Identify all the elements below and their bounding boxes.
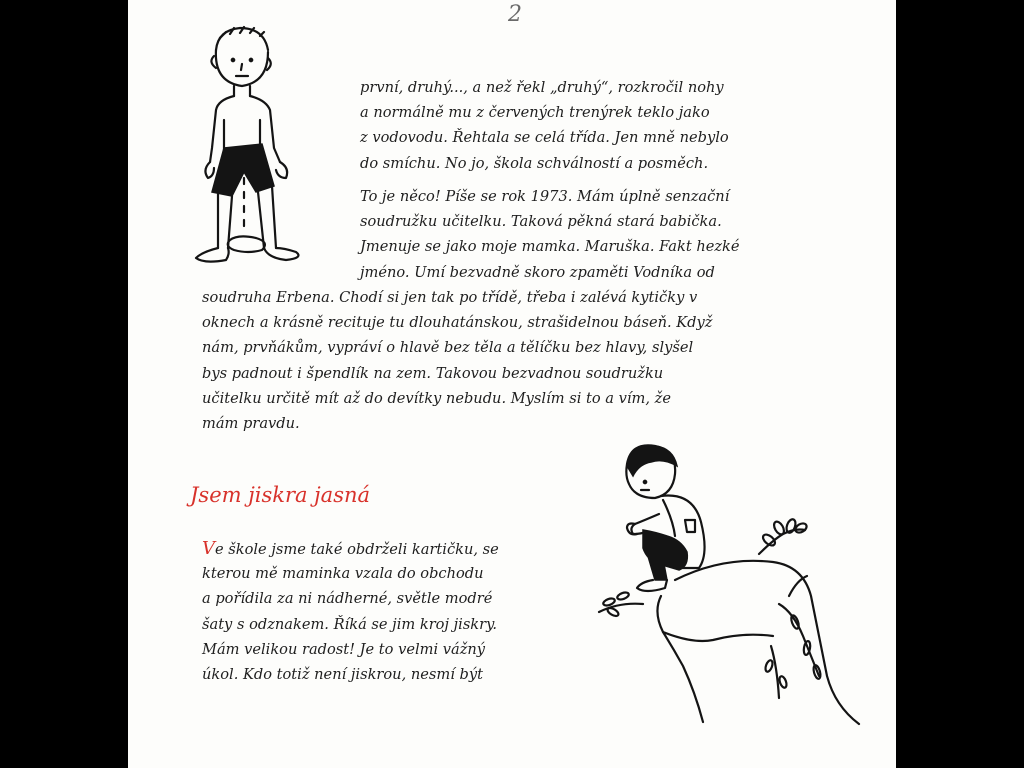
text-line: Jmenuje se jako moje mamka. Maruška. Fakt hezké xyxy=(360,238,740,256)
text-line: nám, prvňákům, vypráví o hlavě bez těla a tělíčku bez hlavy, slyšel xyxy=(202,339,694,357)
text-line: To je něco! Píše se rok 1973. Mám úplně senzační xyxy=(360,188,730,205)
text-line: oknech a krásně recituje tu dlouhatánskou, strašidelnou báseň. Když xyxy=(202,314,713,332)
boy-in-shorts-icon xyxy=(178,20,318,265)
paragraph-1 xyxy=(360,75,729,176)
text-line: šaty s odznakem. Říká se jim kroj jiskry. xyxy=(202,615,498,633)
text-line-rest: e škole jsme také obdrželi kartičku, se xyxy=(215,541,499,558)
text-line: soudružku učitelku. Taková pěkná stará babička. xyxy=(360,213,722,231)
boy-on-hill-icon xyxy=(583,436,873,736)
drop-cap: V xyxy=(202,538,215,559)
text-line: do smíchu. No jo, škola schválností a posměch. xyxy=(360,154,709,172)
paragraph-2-wide xyxy=(202,285,712,436)
text-line: a pořídila za ni nádherné, světle modré xyxy=(202,590,493,608)
text-line: soudruha Erbena. Chodí si jen tak po třídě, třeba i zalévá kytičky v xyxy=(202,289,698,306)
text-line: první, druhý..., a než řekl „druhý“, rozkročil nohy xyxy=(360,79,724,96)
text-line: z vodovodu. Řehtala se celá třída. Jen mně nebylo xyxy=(360,129,729,147)
text-line: a normálně mu z červených trenýrek teklo jako xyxy=(360,104,710,122)
text-line: jméno. Umí bezvadně skoro zpaměti Vodníka od xyxy=(360,263,715,281)
book-page xyxy=(128,0,896,768)
paragraph-2-narrow xyxy=(360,184,740,285)
text-line: kterou mě maminka vzala do obchodu xyxy=(202,565,484,583)
page-number: 2 xyxy=(508,2,522,27)
paragraph-3 xyxy=(202,536,499,687)
text-line: úkol. Kdo totiž není jiskrou, nesmí být xyxy=(202,665,483,683)
text-line-first xyxy=(202,536,499,561)
text-line: Mám velikou radost! Je to velmi vážný xyxy=(202,640,486,658)
text-line: bys padnout i špendlík na zem. Takovou bezvadnou soudružku xyxy=(202,364,664,382)
section-heading: Jsem jiskra jasná xyxy=(190,483,371,507)
text-line: mám pravdu. xyxy=(202,414,300,432)
text-line: učitelku určitě mít až do devítky nebudu. Myslím si to a vím, že xyxy=(202,389,671,407)
